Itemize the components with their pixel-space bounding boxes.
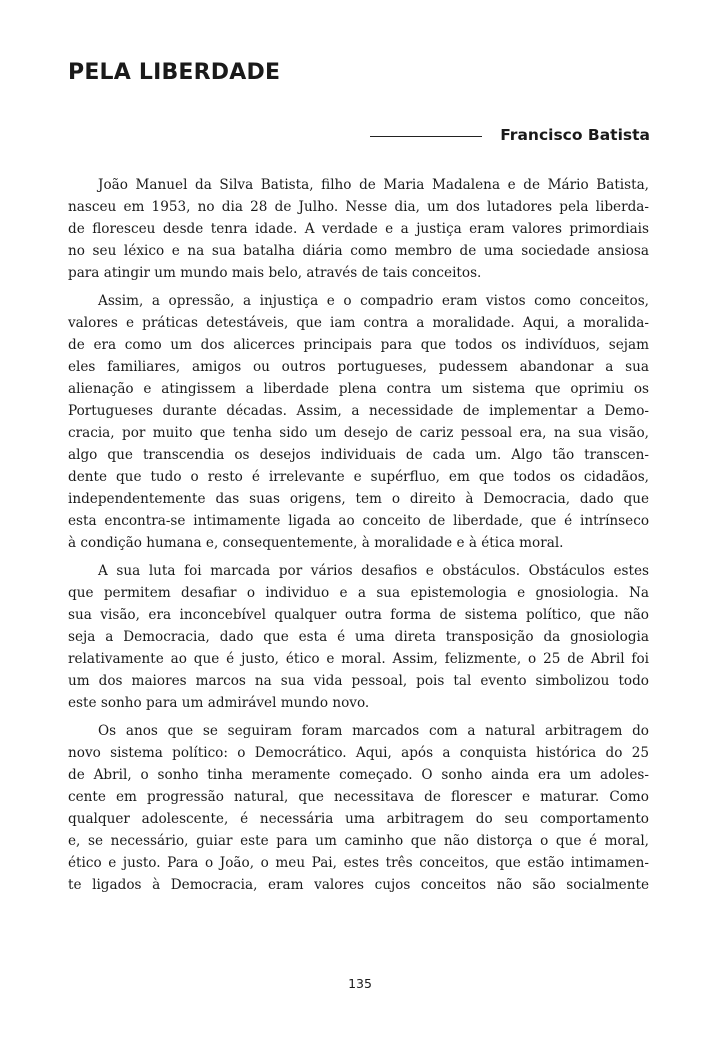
text-line: eles familiares, amigos ou outros portugueses, pudessem abandonar a sua bbox=[68, 359, 649, 375]
text-line: ético e justo. Para o João, o meu Pai, estes três conceitos, que estão intimamen- bbox=[68, 855, 649, 871]
text-line: de floresceu desde tenra idade. A verdade e a justiça eram valores primordiais bbox=[68, 221, 649, 237]
text-line: de Abril, o sonho tinha meramente começado. O sonho ainda era um adoles- bbox=[68, 767, 649, 783]
text-line: independentemente das suas origens, tem o direito à Democracia, dado que bbox=[68, 491, 649, 507]
text-line: qualquer adolescente, é necessária uma arbitragem do seu comportamento bbox=[68, 811, 649, 827]
text-line: João Manuel da Silva Batista, filho de Maria Madalena e de Mário Batista, bbox=[98, 177, 649, 193]
text-line: um dos maiores marcos na sua vida pessoal, pois tal evento simbolizou todo bbox=[68, 673, 649, 689]
text-line: sua visão, era inconcebível qualquer outra forma de sistema político, que não bbox=[68, 607, 649, 623]
text-line: nasceu em 1953, no dia 28 de Julho. Nesse dia, um dos lutadores pela liberda- bbox=[68, 199, 649, 215]
text-line: A sua luta foi marcada por vários desafios e obstáculos. Obstáculos estes bbox=[98, 563, 649, 579]
text-line: Portugueses durante décadas. Assim, a necessidade de implementar a Demo- bbox=[68, 403, 649, 419]
text-line: cracia, por muito que tenha sido um desejo de cariz pessoal era, na sua visão, bbox=[68, 425, 649, 441]
text-line: para atingir um mundo mais belo, através de tais conceitos. bbox=[68, 265, 482, 281]
text-line: que permitem desafiar o individuo e a sua epistemologia e gnosiologia. Na bbox=[68, 585, 649, 601]
text-line: seja a Democracia, dado que esta é uma direta transposição da gnosiologia bbox=[68, 629, 649, 645]
text-line: algo que transcendia os desejos individuais de cada um. Algo tão transcen- bbox=[68, 447, 649, 463]
page-number: 135 bbox=[348, 976, 372, 991]
chapter-title: PELA LIBERDADE bbox=[68, 60, 281, 85]
text-line: alienação e atingissem a liberdade plena contra um sistema que oprimiu os bbox=[68, 381, 649, 397]
paragraph bbox=[68, 174, 649, 284]
text-line: novo sistema político: o Democrático. Aqui, após a conquista histórica do 25 bbox=[68, 745, 649, 761]
paragraph bbox=[68, 560, 649, 714]
author-rule-divider bbox=[370, 136, 482, 137]
author-byline bbox=[370, 126, 650, 150]
text-line: este sonho para um admirável mundo novo. bbox=[68, 695, 370, 711]
paragraph bbox=[68, 290, 649, 554]
text-line: valores e práticas detestáveis, que iam contra a moralidade. Aqui, a moralida- bbox=[68, 315, 649, 331]
text-line: e, se necessário, guiar este para um caminho que não distorça o que é moral, bbox=[68, 833, 649, 849]
text-line: no seu léxico e na sua batalha diária como membro de uma sociedade ansiosa bbox=[68, 243, 649, 259]
text-line: cente em progressão natural, que necessitava de florescer e maturar. Como bbox=[68, 789, 649, 805]
text-line: à condição humana e, consequentemente, à moralidade e à ética moral. bbox=[68, 535, 564, 551]
text-line: dente que tudo o resto é irrelevante e supérfluo, em que todos os cidadãos, bbox=[68, 469, 649, 485]
text-line: relativamente ao que é justo, ético e moral. Assim, felizmente, o 25 de Abril foi bbox=[68, 651, 649, 667]
paragraph bbox=[68, 720, 649, 896]
text-line: Os anos que se seguiram foram marcados com a natural arbitragem do bbox=[98, 723, 649, 739]
text-line: te ligados à Democracia, eram valores cujos conceitos não são socialmente bbox=[68, 877, 649, 893]
author-name: Francisco Batista bbox=[500, 126, 650, 144]
body-text bbox=[68, 174, 649, 902]
text-line: Assim, a opressão, a injustiça e o compadrio eram vistos como conceitos, bbox=[98, 293, 649, 309]
text-line: de era como um dos alicerces principais para que todos os indivíduos, sejam bbox=[68, 337, 649, 353]
text-line: esta encontra-se intimamente ligada ao conceito de liberdade, que é intrínseco bbox=[68, 513, 649, 529]
